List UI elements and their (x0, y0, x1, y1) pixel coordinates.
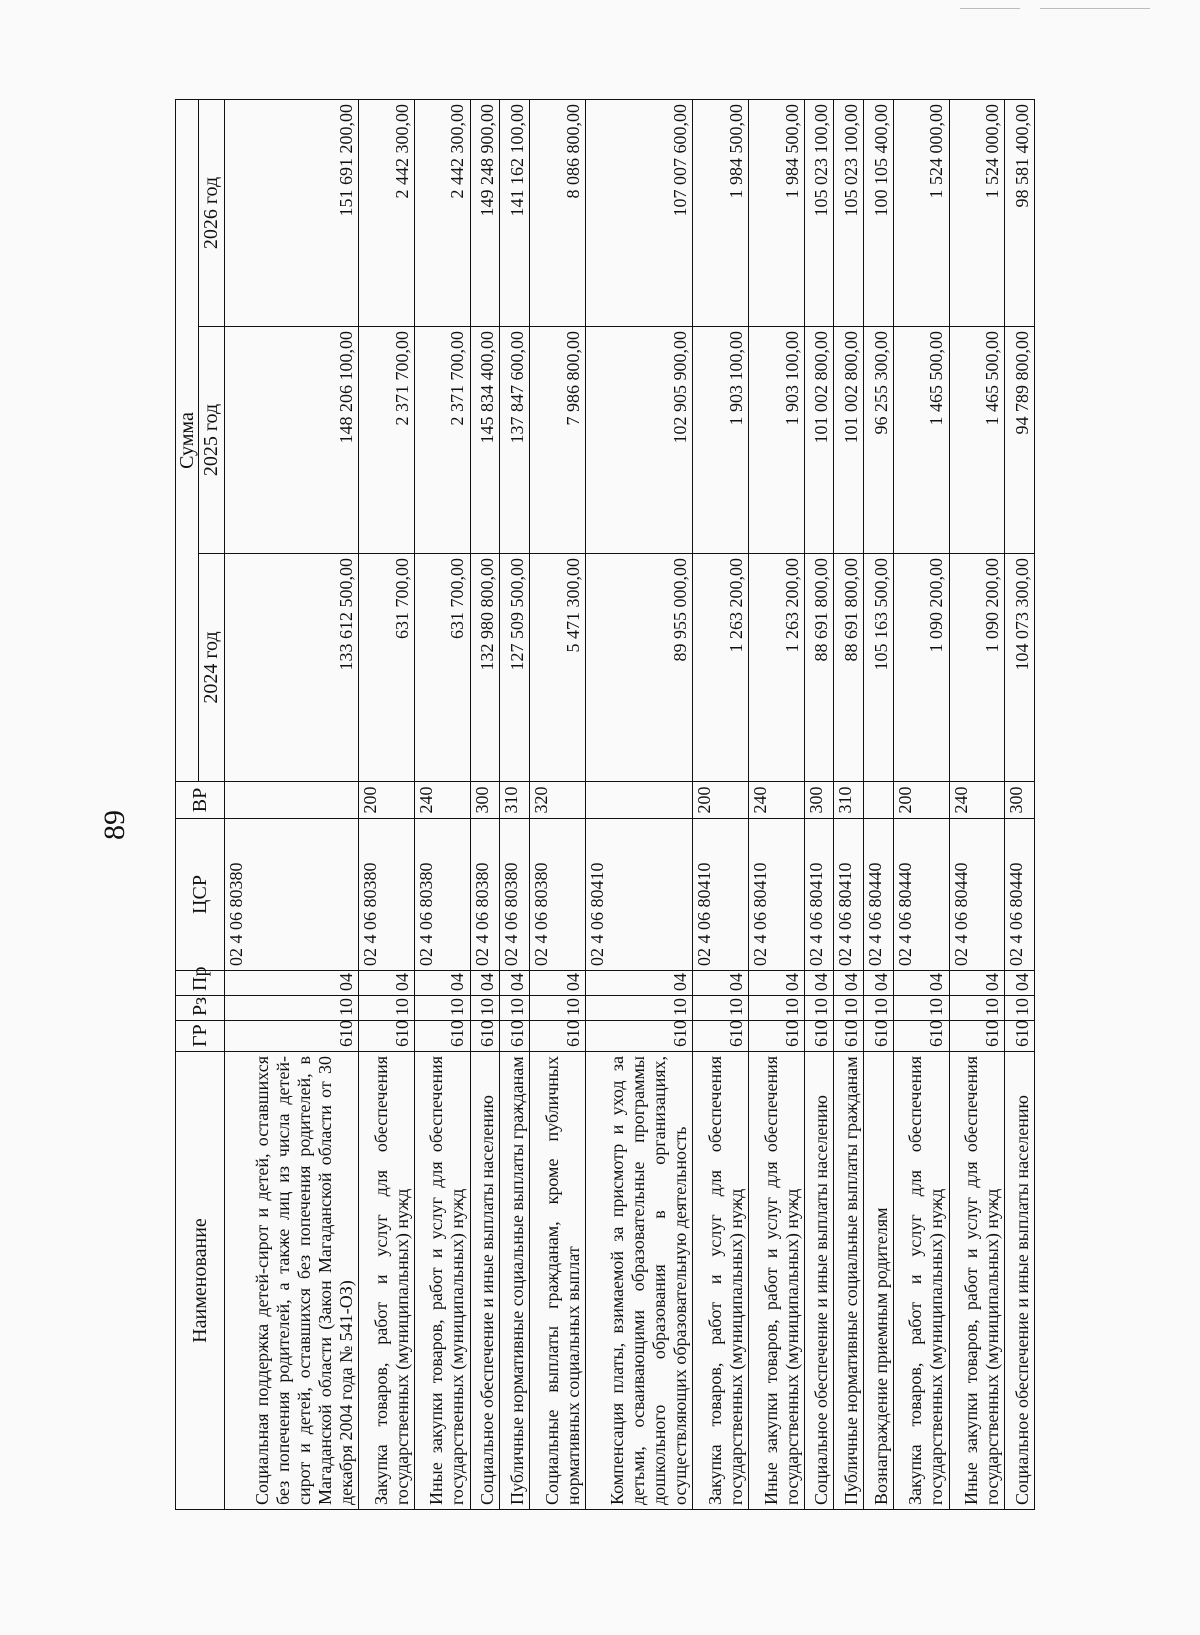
col-header-2026: 2026 год (199, 99, 225, 326)
row-gr: 610 (585, 1021, 693, 1052)
row-rz: 10 (529, 996, 585, 1021)
table-row (414, 99, 470, 1509)
row-vr: 200 (893, 782, 949, 819)
row-vr: 300 (1005, 782, 1035, 819)
row-amount-2024: 133 612 500,00 (225, 554, 359, 782)
scan-artifact-line (1040, 8, 1150, 9)
row-pr: 04 (500, 971, 530, 996)
row-gr: 610 (1005, 1021, 1035, 1052)
row-amount-2024: 1 263 200,00 (749, 554, 805, 782)
row-name: Социальное обеспечение и иные выплаты населению (470, 1052, 500, 1510)
row-vr: 240 (949, 782, 1005, 819)
row-vr: 240 (749, 782, 805, 819)
row-amount-2024: 1 263 200,00 (693, 554, 749, 782)
row-gr: 610 (225, 1021, 359, 1052)
row-gr: 610 (359, 1021, 415, 1052)
row-amount-2024: 1 090 200,00 (893, 554, 949, 782)
row-csr: 02 4 06 80440 (949, 819, 1005, 971)
row-gr: 610 (500, 1021, 530, 1052)
row-name: Закупка товаров, работ и услуг для обеспечения государственных (муниципальных) нужд (693, 1052, 749, 1510)
row-pr: 04 (359, 971, 415, 996)
row-amount-2024: 631 700,00 (359, 554, 415, 782)
row-pr: 04 (693, 971, 749, 996)
row-pr: 04 (893, 971, 949, 996)
row-amount-2025: 2 371 700,00 (359, 327, 415, 554)
row-pr: 04 (804, 971, 834, 996)
row-amount-2025: 101 002 800,00 (834, 327, 864, 554)
row-rz: 10 (1005, 996, 1035, 1021)
row-csr: 02 4 06 80410 (804, 819, 834, 971)
scan-artifact-line (960, 8, 1020, 9)
row-name: Социальное обеспечение и иные выплаты населению (1005, 1052, 1035, 1510)
row-amount-2026: 100 105 400,00 (864, 99, 894, 326)
row-gr: 610 (804, 1021, 834, 1052)
row-amount-2024: 5 471 300,00 (529, 554, 585, 782)
row-amount-2026: 8 086 800,00 (529, 99, 585, 326)
col-header-gr: ГР (176, 1021, 225, 1052)
row-amount-2024: 88 691 800,00 (834, 554, 864, 782)
row-rz: 10 (693, 996, 749, 1021)
table-row (834, 99, 864, 1509)
row-amount-2026: 149 248 900,00 (470, 99, 500, 326)
row-vr: 200 (693, 782, 749, 819)
row-csr: 02 4 06 80410 (749, 819, 805, 971)
col-header-2025: 2025 год (199, 327, 225, 554)
row-pr: 04 (949, 971, 1005, 996)
row-gr: 610 (470, 1021, 500, 1052)
row-rz: 10 (585, 996, 693, 1021)
row-vr: 200 (359, 782, 415, 819)
rotated-budget-table (175, 100, 1035, 1510)
table-row (864, 99, 894, 1509)
row-amount-2024: 1 090 200,00 (949, 554, 1005, 782)
row-amount-2025: 7 986 800,00 (529, 327, 585, 554)
row-name: Социальная поддержка детей-сирот и детей, оставшихся без попечения родителей, а также лиц из числа детей-сирот и детей, оставшихся без попечения родителей, в Магаданской области (Закон Магаданской области от 30 декабря 2004 года № 541-ОЗ) (225, 1052, 359, 1510)
row-amount-2024: 89 955 000,00 (585, 554, 693, 782)
table-row (893, 99, 949, 1509)
row-name: Закупка товаров, работ и услуг для обеспечения государственных (муниципальных) нужд (893, 1052, 949, 1510)
row-csr: 02 4 06 80410 (585, 819, 693, 971)
row-rz: 10 (225, 996, 359, 1021)
table-row (804, 99, 834, 1509)
row-amount-2025: 96 255 300,00 (864, 327, 894, 554)
row-gr: 610 (893, 1021, 949, 1052)
row-csr: 02 4 06 80410 (693, 819, 749, 971)
row-name: Иные закупки товаров, работ и услуг для обеспечения государственных (муниципальных) нужд (749, 1052, 805, 1510)
row-name: Компенсация платы, взимаемой за присмотр и уход за детьми, осваивающими образовательные программы дошкольного образования в организациях, осуществляющих образовательную деятельность (585, 1052, 693, 1510)
row-gr: 610 (864, 1021, 894, 1052)
row-pr: 04 (225, 971, 359, 996)
row-vr: 320 (529, 782, 585, 819)
row-gr: 610 (414, 1021, 470, 1052)
row-name: Вознаграждение приемным родителям (864, 1052, 894, 1510)
row-amount-2025: 94 789 800,00 (1005, 327, 1035, 554)
row-rz: 10 (893, 996, 949, 1021)
row-amount-2025: 148 206 100,00 (225, 327, 359, 554)
row-amount-2025: 1 903 100,00 (749, 327, 805, 554)
row-csr: 02 4 06 80380 (359, 819, 415, 971)
row-vr: 300 (470, 782, 500, 819)
row-amount-2026: 1 984 500,00 (749, 99, 805, 326)
row-name: Закупка товаров, работ и услуг для обеспечения государственных (муниципальных) нужд (359, 1052, 415, 1510)
row-vr (585, 782, 693, 819)
row-csr: 02 4 06 80380 (500, 819, 530, 971)
col-header-csr: ЦСР (176, 819, 225, 971)
table-row (529, 99, 585, 1509)
row-amount-2025: 2 371 700,00 (414, 327, 470, 554)
table-row (949, 99, 1005, 1509)
row-csr: 02 4 06 80440 (864, 819, 894, 971)
row-amount-2026: 107 007 600,00 (585, 99, 693, 326)
row-gr: 610 (693, 1021, 749, 1052)
budget-table (175, 99, 1035, 1510)
row-amount-2024: 104 073 300,00 (1005, 554, 1035, 782)
row-amount-2026: 1 984 500,00 (693, 99, 749, 326)
page-number: 89 (98, 810, 131, 840)
table-body (225, 99, 1035, 1509)
row-amount-2026: 105 023 100,00 (804, 99, 834, 326)
col-header-rz: Рз (176, 996, 225, 1021)
header-row (176, 99, 199, 1509)
table-row (470, 99, 500, 1509)
row-rz: 10 (414, 996, 470, 1021)
row-vr (864, 782, 894, 819)
row-csr: 02 4 06 80440 (893, 819, 949, 971)
row-rz: 10 (500, 996, 530, 1021)
row-amount-2024: 88 691 800,00 (804, 554, 834, 782)
table-row (749, 99, 805, 1509)
row-pr: 04 (1005, 971, 1035, 996)
table-row (225, 99, 359, 1509)
row-amount-2026: 105 023 100,00 (834, 99, 864, 326)
row-vr: 240 (414, 782, 470, 819)
col-header-sum: Сумма (176, 99, 199, 781)
row-amount-2025: 101 002 800,00 (804, 327, 834, 554)
row-rz: 10 (834, 996, 864, 1021)
row-amount-2026: 141 162 100,00 (500, 99, 530, 326)
col-header-pr: Пр (176, 971, 225, 996)
row-pr: 04 (470, 971, 500, 996)
row-vr: 300 (804, 782, 834, 819)
row-amount-2025: 137 847 600,00 (500, 327, 530, 554)
row-amount-2025: 145 834 400,00 (470, 327, 500, 554)
row-vr: 310 (500, 782, 530, 819)
row-rz: 10 (749, 996, 805, 1021)
row-pr: 04 (749, 971, 805, 996)
row-amount-2024: 105 163 500,00 (864, 554, 894, 782)
row-amount-2026: 2 442 300,00 (414, 99, 470, 326)
row-gr: 610 (749, 1021, 805, 1052)
row-pr: 04 (834, 971, 864, 996)
row-name: Иные закупки товаров, работ и услуг для обеспечения государственных (муниципальных) нужд (949, 1052, 1005, 1510)
row-amount-2025: 1 465 500,00 (949, 327, 1005, 554)
row-name: Иные закупки товаров, работ и услуг для обеспечения государственных (муниципальных) нужд (414, 1052, 470, 1510)
row-amount-2025: 1 903 100,00 (693, 327, 749, 554)
row-csr: 02 4 06 80380 (529, 819, 585, 971)
row-amount-2025: 1 465 500,00 (893, 327, 949, 554)
row-csr: 02 4 06 80380 (414, 819, 470, 971)
row-amount-2026: 2 442 300,00 (359, 99, 415, 326)
col-header-name: Наименование (176, 1052, 225, 1510)
col-header-vr: ВР (176, 782, 225, 819)
col-header-2024: 2024 год (199, 554, 225, 782)
row-pr: 04 (529, 971, 585, 996)
row-rz: 10 (864, 996, 894, 1021)
row-csr: 02 4 06 80410 (834, 819, 864, 971)
row-amount-2025: 102 905 900,00 (585, 327, 693, 554)
row-csr: 02 4 06 80380 (470, 819, 500, 971)
row-rz: 10 (359, 996, 415, 1021)
table-row (359, 99, 415, 1509)
row-vr (225, 782, 359, 819)
row-rz: 10 (470, 996, 500, 1021)
row-pr: 04 (414, 971, 470, 996)
row-name: Социальные выплаты гражданам, кроме публичных нормативных социальных выплат (529, 1052, 585, 1510)
row-name: Социальное обеспечение и иные выплаты населению (804, 1052, 834, 1510)
row-pr: 04 (864, 971, 894, 996)
row-amount-2026: 1 524 000,00 (893, 99, 949, 326)
row-amount-2024: 132 980 800,00 (470, 554, 500, 782)
row-amount-2026: 1 524 000,00 (949, 99, 1005, 326)
row-rz: 10 (949, 996, 1005, 1021)
row-name: Публичные нормативные социальные выплаты гражданам (834, 1052, 864, 1510)
row-gr: 610 (949, 1021, 1005, 1052)
row-pr: 04 (585, 971, 693, 996)
table-row (693, 99, 749, 1509)
row-amount-2024: 631 700,00 (414, 554, 470, 782)
row-name: Публичные нормативные социальные выплаты гражданам (500, 1052, 530, 1510)
row-gr: 610 (834, 1021, 864, 1052)
row-gr: 610 (529, 1021, 585, 1052)
table-row (585, 99, 693, 1509)
table-row (500, 99, 530, 1509)
row-rz: 10 (804, 996, 834, 1021)
row-amount-2024: 127 509 500,00 (500, 554, 530, 782)
row-amount-2026: 151 691 200,00 (225, 99, 359, 326)
row-csr: 02 4 06 80440 (1005, 819, 1035, 971)
row-amount-2026: 98 581 400,00 (1005, 99, 1035, 326)
row-vr: 310 (834, 782, 864, 819)
row-csr: 02 4 06 80380 (225, 819, 359, 971)
table-row (1005, 99, 1035, 1509)
